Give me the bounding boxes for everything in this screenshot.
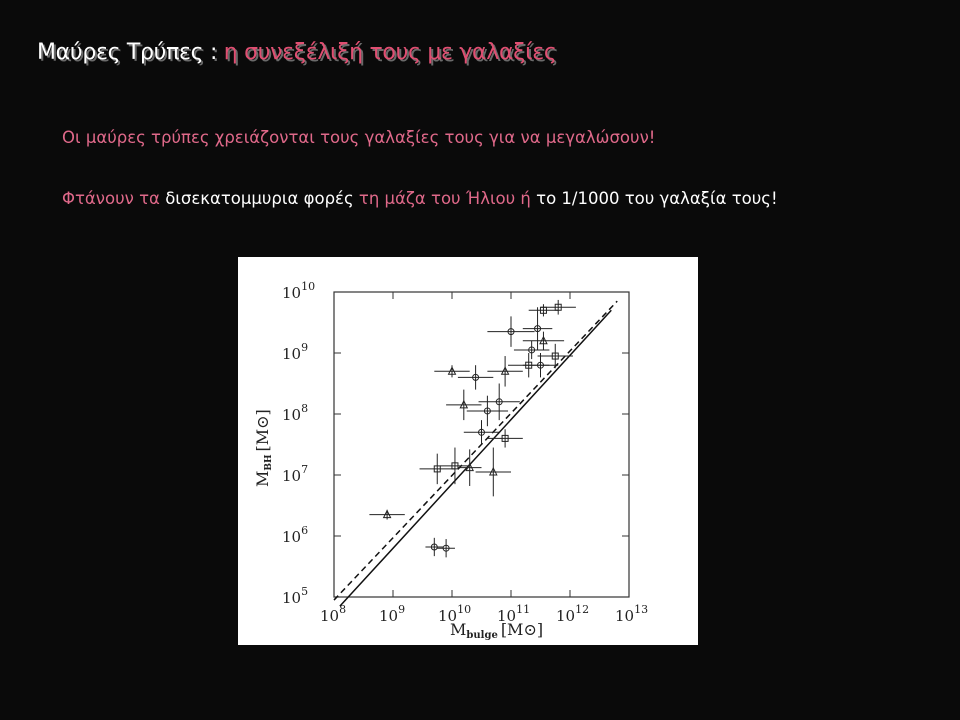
x-tick-label: $10^9$ xyxy=(379,603,406,625)
scatter-figure xyxy=(238,257,698,645)
y-tick-label: $10^5$ xyxy=(282,585,309,607)
y-tick-label: $10^9$ xyxy=(282,341,309,363)
svg-text:MBH[M⊙] xyxy=(253,409,274,487)
x-tick-label: $10^{11}$ xyxy=(497,603,531,625)
data-point xyxy=(487,316,534,347)
data-point xyxy=(523,307,553,350)
scatter-plot xyxy=(238,257,698,645)
y-tick-label: $10^8$ xyxy=(282,402,309,424)
data-point xyxy=(541,300,576,315)
x-tick-label: $10^{13}$ xyxy=(615,603,649,625)
fit-line-dashed xyxy=(334,301,617,600)
data-point xyxy=(464,420,499,444)
data-points xyxy=(369,300,576,557)
slide-title xyxy=(37,40,556,65)
data-point xyxy=(420,454,455,485)
data-point xyxy=(434,365,469,377)
text-line-2-highlight-1: δισεκατομμυρια φορές xyxy=(165,189,354,208)
text-line-2-part-1: Φτάνουν τα xyxy=(62,189,166,208)
x-tick-label: $10^{10}$ xyxy=(438,603,472,625)
y-axis-label-sub: BH xyxy=(264,454,274,471)
x-axis-label-main: M xyxy=(450,620,467,639)
data-point xyxy=(437,539,455,557)
text-line-2 xyxy=(62,189,778,208)
title-subtitle: η συνεξέλιξή τους με γαλαξίες xyxy=(223,40,557,65)
title-main: Μαύρες Τρύπες : xyxy=(37,40,218,65)
text-line-2-highlight-2: το 1/1000 του γαλαξία τους! xyxy=(536,189,778,208)
data-point xyxy=(425,538,443,556)
fit-lines xyxy=(334,301,617,606)
x-axis-label-sub: bulge xyxy=(466,630,498,641)
data-point xyxy=(446,390,481,421)
data-point xyxy=(476,448,511,497)
fit-line-solid xyxy=(340,310,611,606)
y-tick-label: $10^7$ xyxy=(282,463,309,485)
y-tick-label: $10^{10}$ xyxy=(282,280,316,302)
data-point xyxy=(440,448,470,485)
data-point xyxy=(523,332,564,350)
data-point xyxy=(479,384,520,421)
y-axis-label xyxy=(253,409,274,487)
text-line-1: Οι μαύρες τρύπες χρειάζονται τους γαλαξίες τους για να μεγαλώσουν! xyxy=(62,128,656,147)
x-axis-label-unit: [M⊙] xyxy=(500,620,544,639)
data-point xyxy=(369,510,404,520)
axis-ticks xyxy=(282,280,648,625)
y-axis-label-main: M xyxy=(253,470,272,487)
data-point xyxy=(529,304,559,316)
text-line-2-part-2: τη μάζα του Ήλιου ή xyxy=(353,189,537,208)
data-point xyxy=(458,365,493,389)
data-point xyxy=(487,356,522,387)
x-tick-label: $10^{12}$ xyxy=(556,603,590,625)
x-tick-label: $10^8$ xyxy=(320,603,347,625)
y-tick-label: $10^6$ xyxy=(282,524,309,546)
y-axis-label-unit: [M⊙] xyxy=(253,409,272,452)
data-point xyxy=(538,344,573,368)
